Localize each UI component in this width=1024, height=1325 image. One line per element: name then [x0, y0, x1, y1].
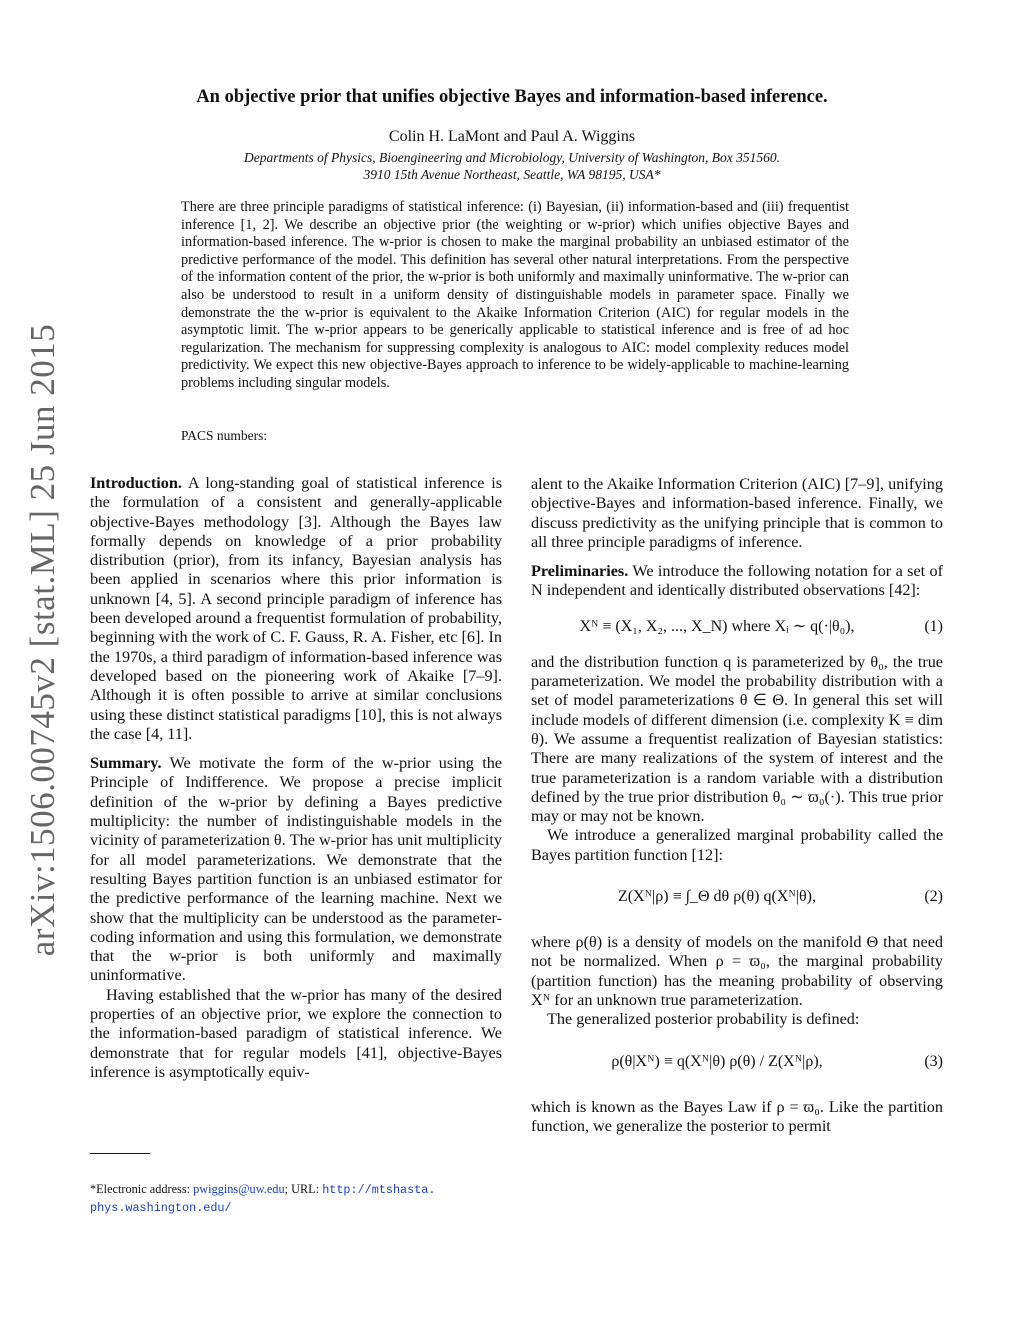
arxiv-sidebar-stamp — [18, 300, 68, 980]
affiliation-line-2: 3910 15th Avenue Northeast, Seattle, WA 98195, USA* — [363, 167, 661, 182]
equation-2-number: (2) — [924, 888, 943, 906]
after-equation-1-paragraph: and the distribution function q is parameterized by θ₀, the true parameterization. We model the probability distribution with a set of model parameterizations θ ∈ Θ. In general this set will include models of different dimension (i.e. complexity K ≡ dim θ). We assume a frequentist realization of Bayesian statistics: There are many realizations of the system of interest and the true parameterization is a random variable with a distribution defined by the true prior distribution θ₀ ∼ ϖ₀(·). This true prior may or may not be known. — [531, 652, 943, 826]
abstract — [181, 199, 849, 393]
having-established-paragraph: Having established that the w-prior has many of the desired properties of an objective prior, we explore the connection to the information-based paradigm of statistical inference. We demonstrate that for regular models [41], objective-Bayes inference is asymptotically equiv- — [90, 985, 502, 1081]
paper-title: An objective prior that unifies objective Bayes and information-based inference. — [196, 87, 828, 107]
equation-1-body: Xᴺ ≡ (X₁, X₂, ..., X_N) where Xᵢ ∼ q(·|θ₀), — [579, 617, 855, 635]
affiliation-line-1: Departments of Physics, Bioengineering and Microbiology, University of Washington, Box 351560. — [244, 150, 780, 165]
after-equation-2-paragraph: where ρ(θ) is a density of models on the manifold Θ that need not be normalized. When ρ = ϖ₀, the marginal probability (partition function) has the meaning probability of observing Xᴺ for an unknown true parameterization. — [531, 933, 943, 1009]
arxiv-id-label: arXiv:1506.00745v2 [stat.ML] 25 Jun 2015 — [23, 323, 62, 957]
left-column — [90, 474, 502, 1082]
summary-text: We motivate the form of the w-prior using the Principle of Indifference. We propose a precise implicit definition of the w-prior by defining a Bayes predictive multiplicity: the number of indistinguishable models in the vicinity of parameterization θ. The w-prior has unit multiplicity for all model parameterizations. We demonstrate that the resulting Bayes partition function is an unbiased estimator for the predictive performance of the learning machine. Next we show that the multiplicity can be understood as the parameter-coding information and using this formulation, we demonstrate that the w-prior is both uniformly and maximally uninformative. — [90, 754, 502, 985]
equation-1-number: (1) — [924, 617, 943, 635]
partition-function-intro: We introduce a generalized marginal probability called the Bayes partition function [12]: — [531, 826, 943, 864]
preliminaries-heading: Preliminaries. — [531, 562, 629, 581]
footnote — [90, 1181, 510, 1217]
author-email-link[interactable]: pwiggins@uw.edu — [193, 1182, 285, 1196]
equation-3-number: (3) — [924, 1052, 943, 1070]
equation-2-body: Z(Xᴺ|ρ) ≡ ∫_Θ dθ ρ(θ) q(Xᴺ|θ), — [618, 888, 816, 906]
equation-3-body: ρ(θ|Xᴺ) ≡ q(Xᴺ|θ) ρ(θ) / Z(Xᴺ|ρ), — [611, 1052, 823, 1070]
continuation-paragraph: alent to the Akaike Information Criterion (AIC) [7–9], unifying objective-Bayes and information-based inference. Finally, we discuss predictivity as the unifying principle that is common to all three principle paradigms of inference. — [531, 475, 943, 551]
summary-heading: Summary. — [90, 754, 162, 773]
introduction-text: A long-standing goal of statistical inference is the formulation of a consistent and generally-applicable objective-Bayes methodology [3]. Although the Bayes law formally depends on knowledge of a prior probability distribution (prior), from its infancy, Bayesian analysis has been applied in scenarios where this prior information is unknown [4, 5]. A second principle paradigm of inference has been developed around a frequentist formulation of probability, beginning with the work of C. F. Gauss, R. A. Fisher, etc [6]. In the 1970s, a third paradigm of information-based inference was developed based on the pioneering work of Akaike [7–9]. Although it is often possible to arrive at similar conclusions using these distinct statistical paradigms [10], this is not always the case [4, 11]. — [90, 474, 502, 743]
right-column — [531, 475, 943, 1136]
homepage-url-link-part1[interactable]: http://mtshasta. — [322, 1183, 436, 1197]
equation-2 — [531, 873, 943, 925]
equation-1 — [531, 609, 943, 645]
equation-3 — [531, 1038, 943, 1090]
paper-authors: Colin H. LaMont and Paul A. Wiggins — [388, 128, 636, 145]
summary-paragraph — [90, 754, 502, 986]
abstract-text: There are three principle paradigms of statistical inference: (i) Bayesian, (ii) information-based and (iii) frequentist inference [1, 2]. We describe an objective prior (the weighting or w-prior) which unifies objective Bayes and information-based inference. The w-prior is chosen to make the marginal probability an unbiased estimator of the predictive performance of the model. This definition has several other natural interpretations. From the perspective of the information content of the prior, the w-prior is both uniformly and maximally uninformative. The w-prior can also be understood to result in a uniform density of distinguishable models in parameter space. Finally we demonstrate the the w-prior is equivalent to the Akaike Information Criterion (AIC) for regular models in the asymptotic limit. The w-prior appears to be generically applicable to statistical inference and is free of ad hoc regularization. The mechanism for suppressing complexity is analogous to AIC: model complexity reduces model predictivity. We expect this new objective-Bayes approach to inference to be widely-applicable to machine-learning problems including singular models. — [181, 199, 849, 391]
footnote-prefix: *Electronic address: — [90, 1182, 194, 1196]
preliminaries-text: We introduce the following notation for a set of N independent and identically distributed observations [42]: — [531, 562, 943, 600]
posterior-intro: The generalized posterior probability is defined: — [547, 1010, 860, 1029]
introduction-heading: Introduction. — [90, 474, 182, 492]
footnote-url-label: ; URL: — [284, 1182, 323, 1196]
preliminaries-paragraph — [531, 562, 943, 601]
after-equation-3-paragraph: which is known as the Bayes Law if ρ = ϖ₀. Like the partition function, we generalize the posterior to permit — [531, 1097, 943, 1135]
introduction-paragraph — [90, 474, 502, 744]
pacs-numbers: PACS numbers: — [181, 428, 268, 443]
footnote-rule — [90, 1153, 150, 1154]
homepage-url-link-part2[interactable]: phys.washington.edu/ — [90, 1201, 232, 1215]
